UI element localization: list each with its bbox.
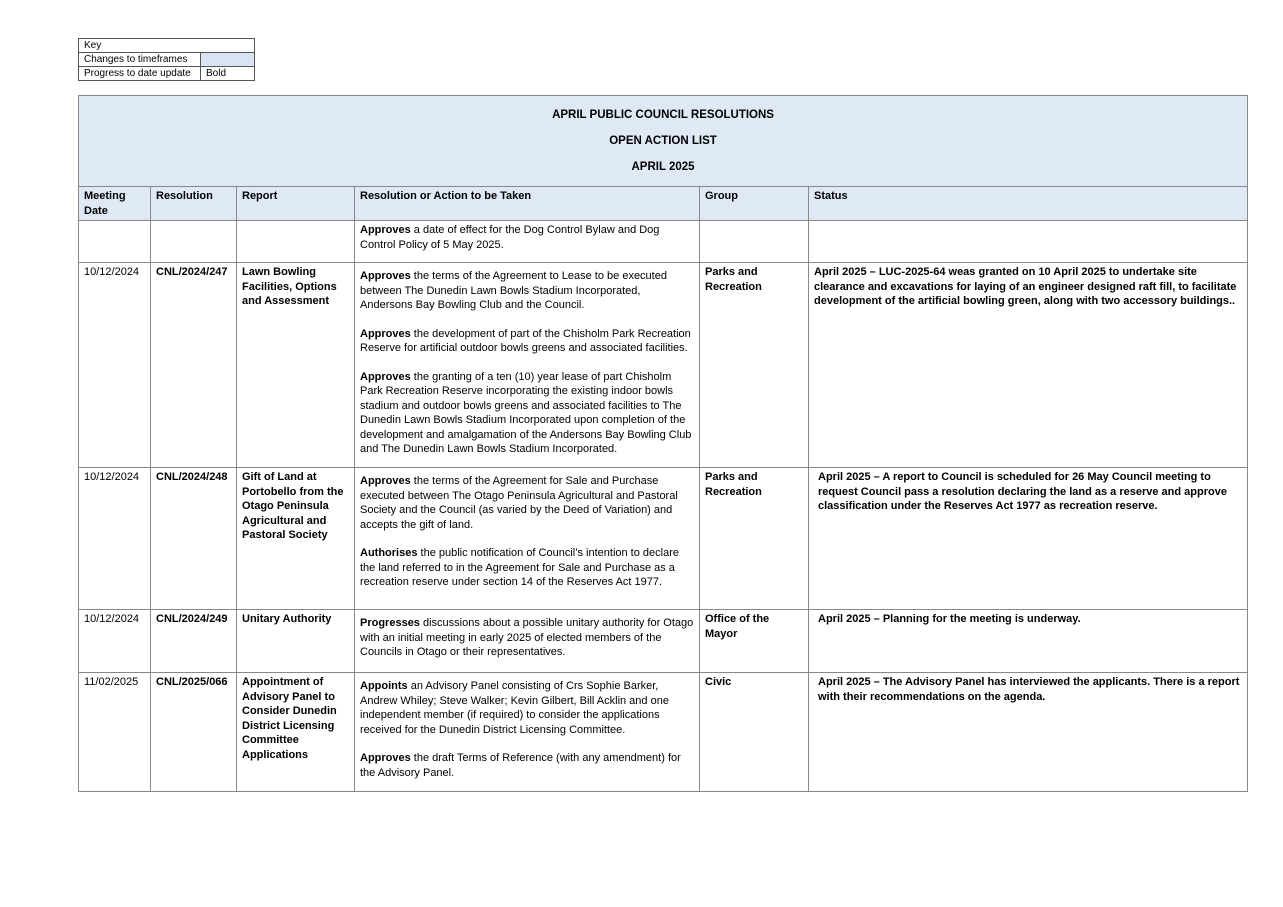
key-label-progress: Progress to date update: [79, 67, 201, 81]
table-row: [79, 263, 1248, 468]
action-text: the draft Terms of Reference (with any amendment) for the Advisory Panel.: [360, 752, 681, 779]
cell-action: [355, 673, 700, 792]
cell-report: [237, 221, 355, 263]
cell-report: Appointment of Advisory Panel to Consider Dunedin District Licensing Committee Applications: [237, 673, 355, 792]
table-title: [79, 96, 1248, 187]
cell-status: April 2025 – The Advisory Panel has interviewed the applicants. There is a report with their recommendations on the agenda.: [809, 673, 1248, 792]
cell-date: 10/12/2024: [79, 263, 151, 468]
action-paragraph: [360, 679, 694, 737]
cell-date: 11/02/2025: [79, 673, 151, 792]
action-verb: Approves: [360, 224, 411, 236]
cell-status: [809, 221, 1248, 263]
col-resolution: Resolution: [151, 187, 237, 221]
action-paragraph: [360, 546, 694, 590]
cell-group: Office of the Mayor: [700, 610, 809, 673]
action-verb: Approves: [360, 475, 411, 487]
cell-group: Parks and Recreation: [700, 468, 809, 610]
action-text: the terms of the Agreement for Sale and Purchase executed between The Otago Peninsula Agricultural and Pastoral Society and the Council (as varied by the Deed of Variation) and accepts the gift of land.: [360, 475, 678, 531]
cell-action: [355, 468, 700, 610]
cell-date: 10/12/2024: [79, 610, 151, 673]
action-list-table: [78, 95, 1248, 792]
action-paragraph: [360, 269, 694, 313]
col-action: Resolution or Action to be Taken: [355, 187, 700, 221]
key-swatch-timeframes: [201, 53, 255, 67]
action-text: an Advisory Panel consisting of Crs Sophie Barker, Andrew Whiley; Steve Walker; Kevin Gilbert, Bill Acklin and one independent member (if required) to consider the applications received for the Dunedin District Licensing Committee.: [360, 680, 669, 736]
action-text: a date of effect for the Dog Control Bylaw and Dog Control Policy of 5 May 2025.: [360, 224, 660, 251]
cell-action: [355, 221, 700, 263]
cell-report: Lawn Bowling Facilities, Options and Assessment: [237, 263, 355, 468]
table-row: [79, 610, 1248, 673]
key-title: Key: [79, 39, 255, 53]
cell-group: Civic: [700, 673, 809, 792]
cell-resolution: CNL/2024/247: [151, 263, 237, 468]
cell-resolution: CNL/2024/249: [151, 610, 237, 673]
action-verb: Approves: [360, 752, 411, 764]
table-row: [79, 468, 1248, 610]
title-line-2: OPEN ACTION LIST: [609, 135, 717, 147]
action-text: the development of part of the Chisholm Park Recreation Reserve for artificial outdoor bowls greens and associated facilities.: [360, 327, 691, 354]
key-label-timeframes: Changes to timeframes: [79, 53, 201, 67]
action-paragraph: [360, 223, 694, 252]
action-paragraph: [360, 616, 694, 660]
cell-action: [355, 263, 700, 468]
action-verb: Approves: [360, 327, 411, 340]
table-row: [79, 221, 1248, 263]
cell-status: April 2025 – Planning for the meeting is underway.: [809, 610, 1248, 673]
cell-group: [700, 221, 809, 263]
action-text: discussions about a possible unitary authority for Otago with an initial meeting in early 2025 of elected members of the Councils in Otago or their representatives.: [360, 617, 694, 658]
action-text: the public notification of Council’s intention to declare the land referred to in the Agreement for Sale and Purchase as a recreation reserve under section 14 of the Reserves Act 1977.: [360, 547, 679, 588]
col-report: Report: [237, 187, 355, 221]
key-legend: [78, 38, 255, 81]
col-status: Status: [809, 187, 1248, 221]
action-paragraph: [360, 751, 694, 780]
action-paragraph: [360, 370, 694, 457]
column-header-row: [79, 187, 1248, 221]
cell-report: Gift of Land at Portobello from the Otago Peninsula Agricultural and Pastoral Society: [237, 468, 355, 610]
cell-date: 10/12/2024: [79, 468, 151, 610]
action-paragraph: [360, 327, 694, 356]
cell-status: April 2025 – A report to Council is scheduled for 26 May Council meeting to request Council pass a resolution declaring the land as a reserve and approve classification under the Reserves Act 1977 as recreation reserve.: [809, 468, 1248, 610]
action-verb: Progresses: [360, 617, 420, 629]
action-verb: Approves: [360, 370, 411, 383]
action-verb: Authorises: [360, 547, 418, 559]
cell-group: Parks and Recreation: [700, 263, 809, 468]
title-line-3: APRIL 2025: [631, 161, 695, 173]
key-swatch-progress: Bold: [201, 67, 255, 81]
table-row: [79, 673, 1248, 792]
action-text: the terms of the Agreement to Lease to be executed between The Dunedin Lawn Bowls Stadium Incorporated, Andersons Bay Bowling Club and the Council.: [360, 270, 667, 311]
col-group: Group: [700, 187, 809, 221]
action-text: the granting of a ten (10) year lease of part Chisholm Park Recreation Reserve incorporating the existing indoor bowls stadium and outdoor bowls greens and associated facilities to The Dunedin Lawn Bowls Stadium Incorporated upon completion of the development and amalgamation of the Andersons Bay Bowling Club and The Dunedin Lawn Bowls Stadium Incorporated.: [360, 370, 692, 455]
cell-resolution: CNL/2024/248: [151, 468, 237, 610]
title-line-1: APRIL PUBLIC COUNCIL RESOLUTIONS: [552, 109, 774, 121]
cell-action: [355, 610, 700, 673]
cell-status: April 2025 – LUC-2025-64 weas granted on 10 April 2025 to undertake site clearance and excavations for laying of an engineer designed raft fill, to facilitate development of the artificial bowling green, along with two accessory buildings..: [809, 263, 1248, 468]
action-verb: Approves: [360, 270, 411, 282]
cell-resolution: [151, 221, 237, 263]
col-meeting-date: Meeting Date: [79, 187, 151, 221]
cell-resolution: CNL/2025/066: [151, 673, 237, 792]
action-verb: Appoints: [360, 680, 408, 692]
cell-report: Unitary Authority: [237, 610, 355, 673]
action-paragraph: [360, 474, 694, 532]
cell-date: [79, 221, 151, 263]
